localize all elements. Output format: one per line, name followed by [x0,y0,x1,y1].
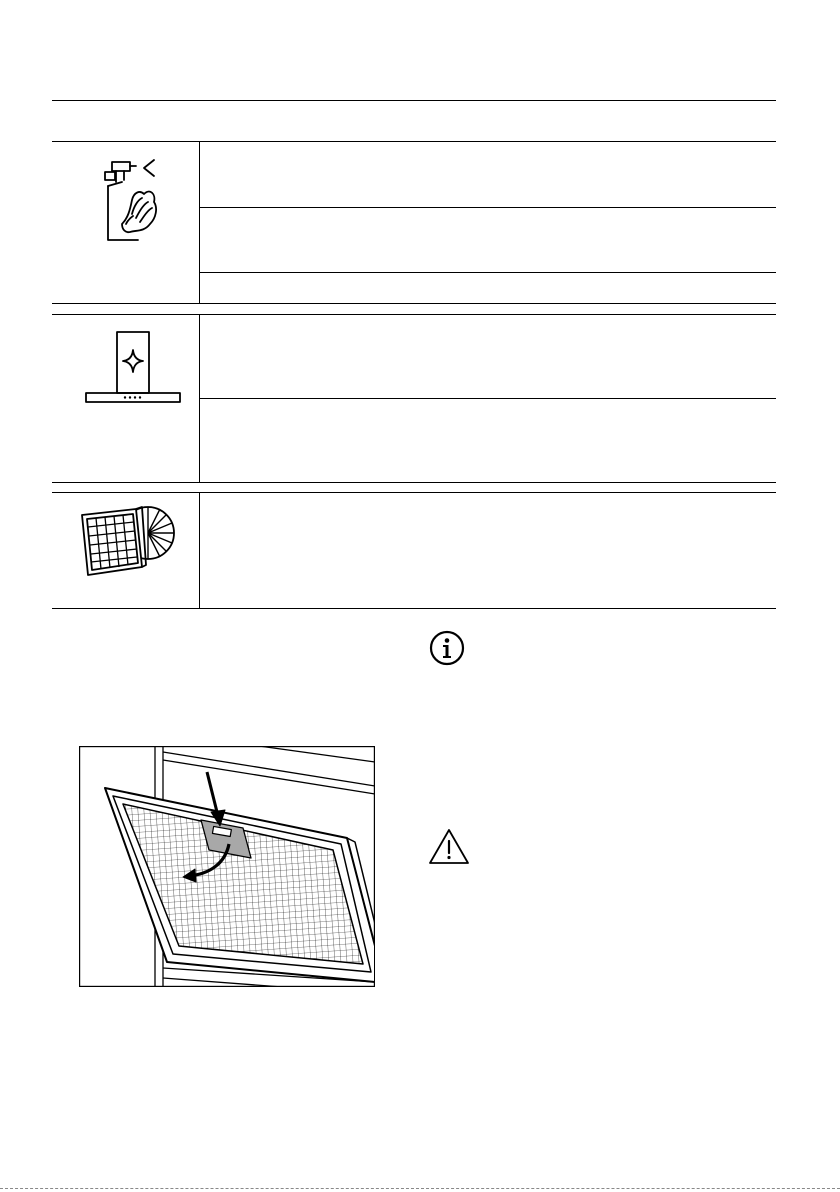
table-rule [52,492,776,493]
table-rule [199,272,776,273]
page-bottom-edge [0,1188,840,1189]
table-divider [199,141,200,303]
table-rule [199,398,776,399]
warning-icon [428,828,470,866]
table-rule [52,608,776,609]
spray-wipe-icon [100,158,160,244]
hood-sparkle-icon [84,331,182,407]
table-rule [52,141,776,142]
table-rule [199,207,776,208]
info-icon [429,630,465,666]
top-rule [52,100,776,101]
table-rule [52,314,776,315]
table-divider [199,492,200,608]
filter-icon [80,497,178,587]
grease-filter-removal-illustration [79,746,375,987]
table-rule [52,482,776,483]
table-rule [52,303,776,304]
